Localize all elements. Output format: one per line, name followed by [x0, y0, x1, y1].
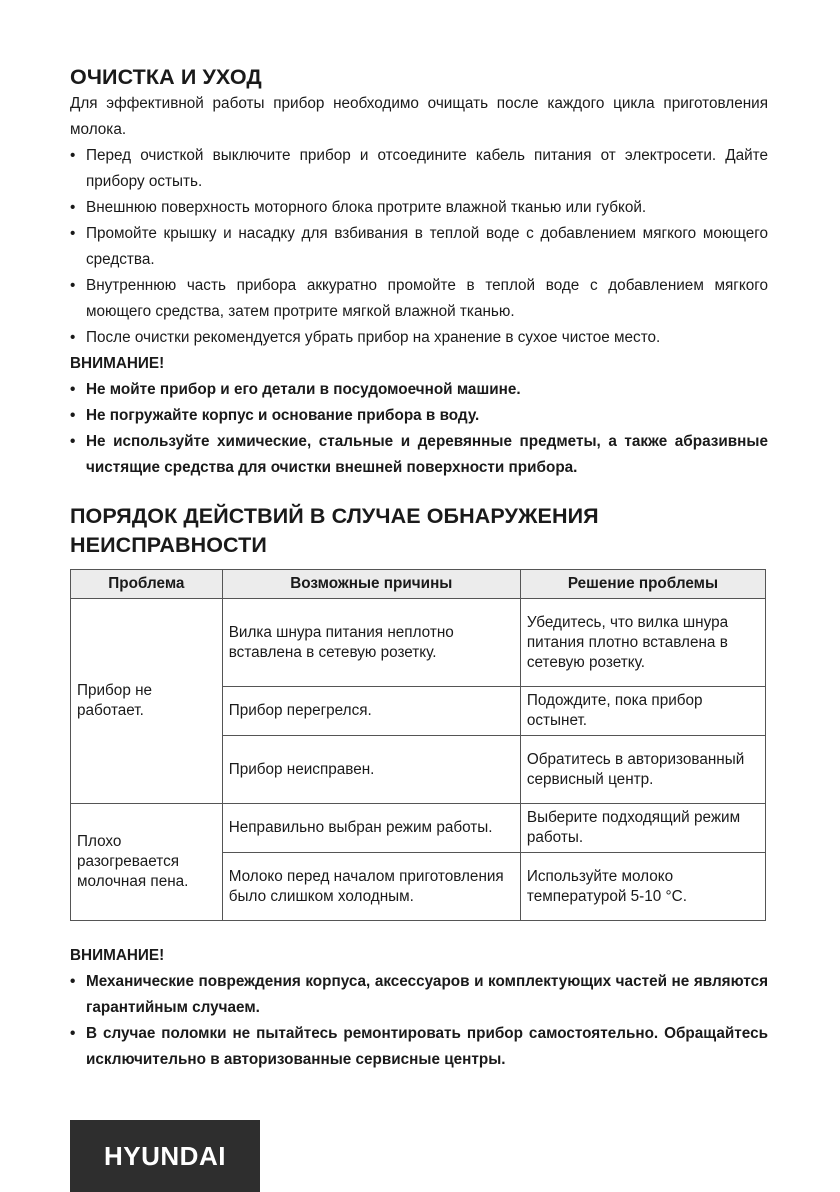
- cleaning-item: • Внутреннюю часть прибора аккуратно промойте в теплой воде с добавлением мягкого моющего средства, затем протрите мягкой влажной тканью.: [70, 273, 768, 325]
- cleaning-intro: Для эффективной работы прибор необходимо очищать после каждого цикла приготовления молока.: [70, 95, 768, 138]
- cleaning-item: • Промойте крышку и насадку для взбивания в теплой воде с добавлением мягкого моющего средства.: [70, 221, 768, 273]
- cause-cell: Прибор перегрелся.: [222, 687, 520, 736]
- solution-cell: Обратитесь в авторизованный сервисный центр.: [520, 736, 765, 804]
- warning-item: • Не мойте прибор и его детали в посудомоечной машине.: [70, 377, 768, 403]
- cleaning-title: ОЧИСТКА И УХОД: [70, 65, 262, 89]
- cause-cell: Молоко перед началом приготовления было слишком холодным.: [222, 853, 520, 921]
- problem-cell: Прибор не работает.: [71, 599, 223, 804]
- solution-cell: Подождите, пока прибор остынет.: [520, 687, 765, 736]
- table-row: [71, 804, 766, 853]
- troubleshooting-table: [70, 569, 766, 921]
- cleaning-item: • Внешнюю поверхность моторного блока протрите влажной тканью или губкой.: [70, 195, 768, 221]
- brand-logo: HYUNDAI: [70, 1120, 260, 1192]
- warning-item: • Не используйте химические, стальные и деревянные предметы, а также абразивные чистящие средства для очистки внешней поверхности прибора.: [70, 429, 768, 481]
- cleaning-item: • После очистки рекомендуется убрать прибор на хранение в сухое чистое место.: [70, 325, 768, 351]
- notice-title: ВНИМАНИЕ!: [70, 947, 165, 964]
- warning-item: • Не погружайте корпус и основание прибора в воду.: [70, 403, 768, 429]
- manual-page: [70, 64, 768, 1073]
- problem-cell: Плохо разогревается молочная пена.: [71, 804, 223, 921]
- cleaning-item: • Перед очисткой выключите прибор и отсоедините кабель питания от электросети. Дайте прибору остыть.: [70, 143, 768, 195]
- header-causes: Возможные причины: [222, 570, 520, 599]
- cause-cell: Неправильно выбран режим работы.: [222, 804, 520, 853]
- cleaning-warning-list: [70, 377, 768, 481]
- header-solution: Решение проблемы: [520, 570, 765, 599]
- troubleshooting-title: ПОРЯДОК ДЕЙСТВИЙ В СЛУЧАЕ ОБНАРУЖЕНИЯ НЕИСПРАВНОСТИ: [70, 504, 599, 557]
- solution-cell: Убедитесь, что вилка шнура питания плотно вставлена в сетевую розетку.: [520, 599, 765, 687]
- cleaning-list: [70, 143, 768, 351]
- cleaning-warning-title: ВНИМАНИЕ!: [70, 355, 165, 372]
- table-row: [71, 599, 766, 687]
- cause-cell: Вилка шнура питания неплотно вставлена в сетевую розетку.: [222, 599, 520, 687]
- solution-cell: Выберите подходящий режим работы.: [520, 804, 765, 853]
- table-header-row: [71, 570, 766, 599]
- notice-list: [70, 969, 768, 1073]
- notice-item: • В случае поломки не пытайтесь ремонтировать прибор самостоятельно. Обращайтесь исключительно в авторизованные сервисные центры.: [70, 1021, 768, 1073]
- cause-cell: Прибор неисправен.: [222, 736, 520, 804]
- notice-item: • Механические повреждения корпуса, аксессуаров и комплектующих частей не являются гарантийным случаем.: [70, 969, 768, 1021]
- header-problem: Проблема: [71, 570, 223, 599]
- solution-cell: Используйте молоко температурой 5-10 °C.: [520, 853, 765, 921]
